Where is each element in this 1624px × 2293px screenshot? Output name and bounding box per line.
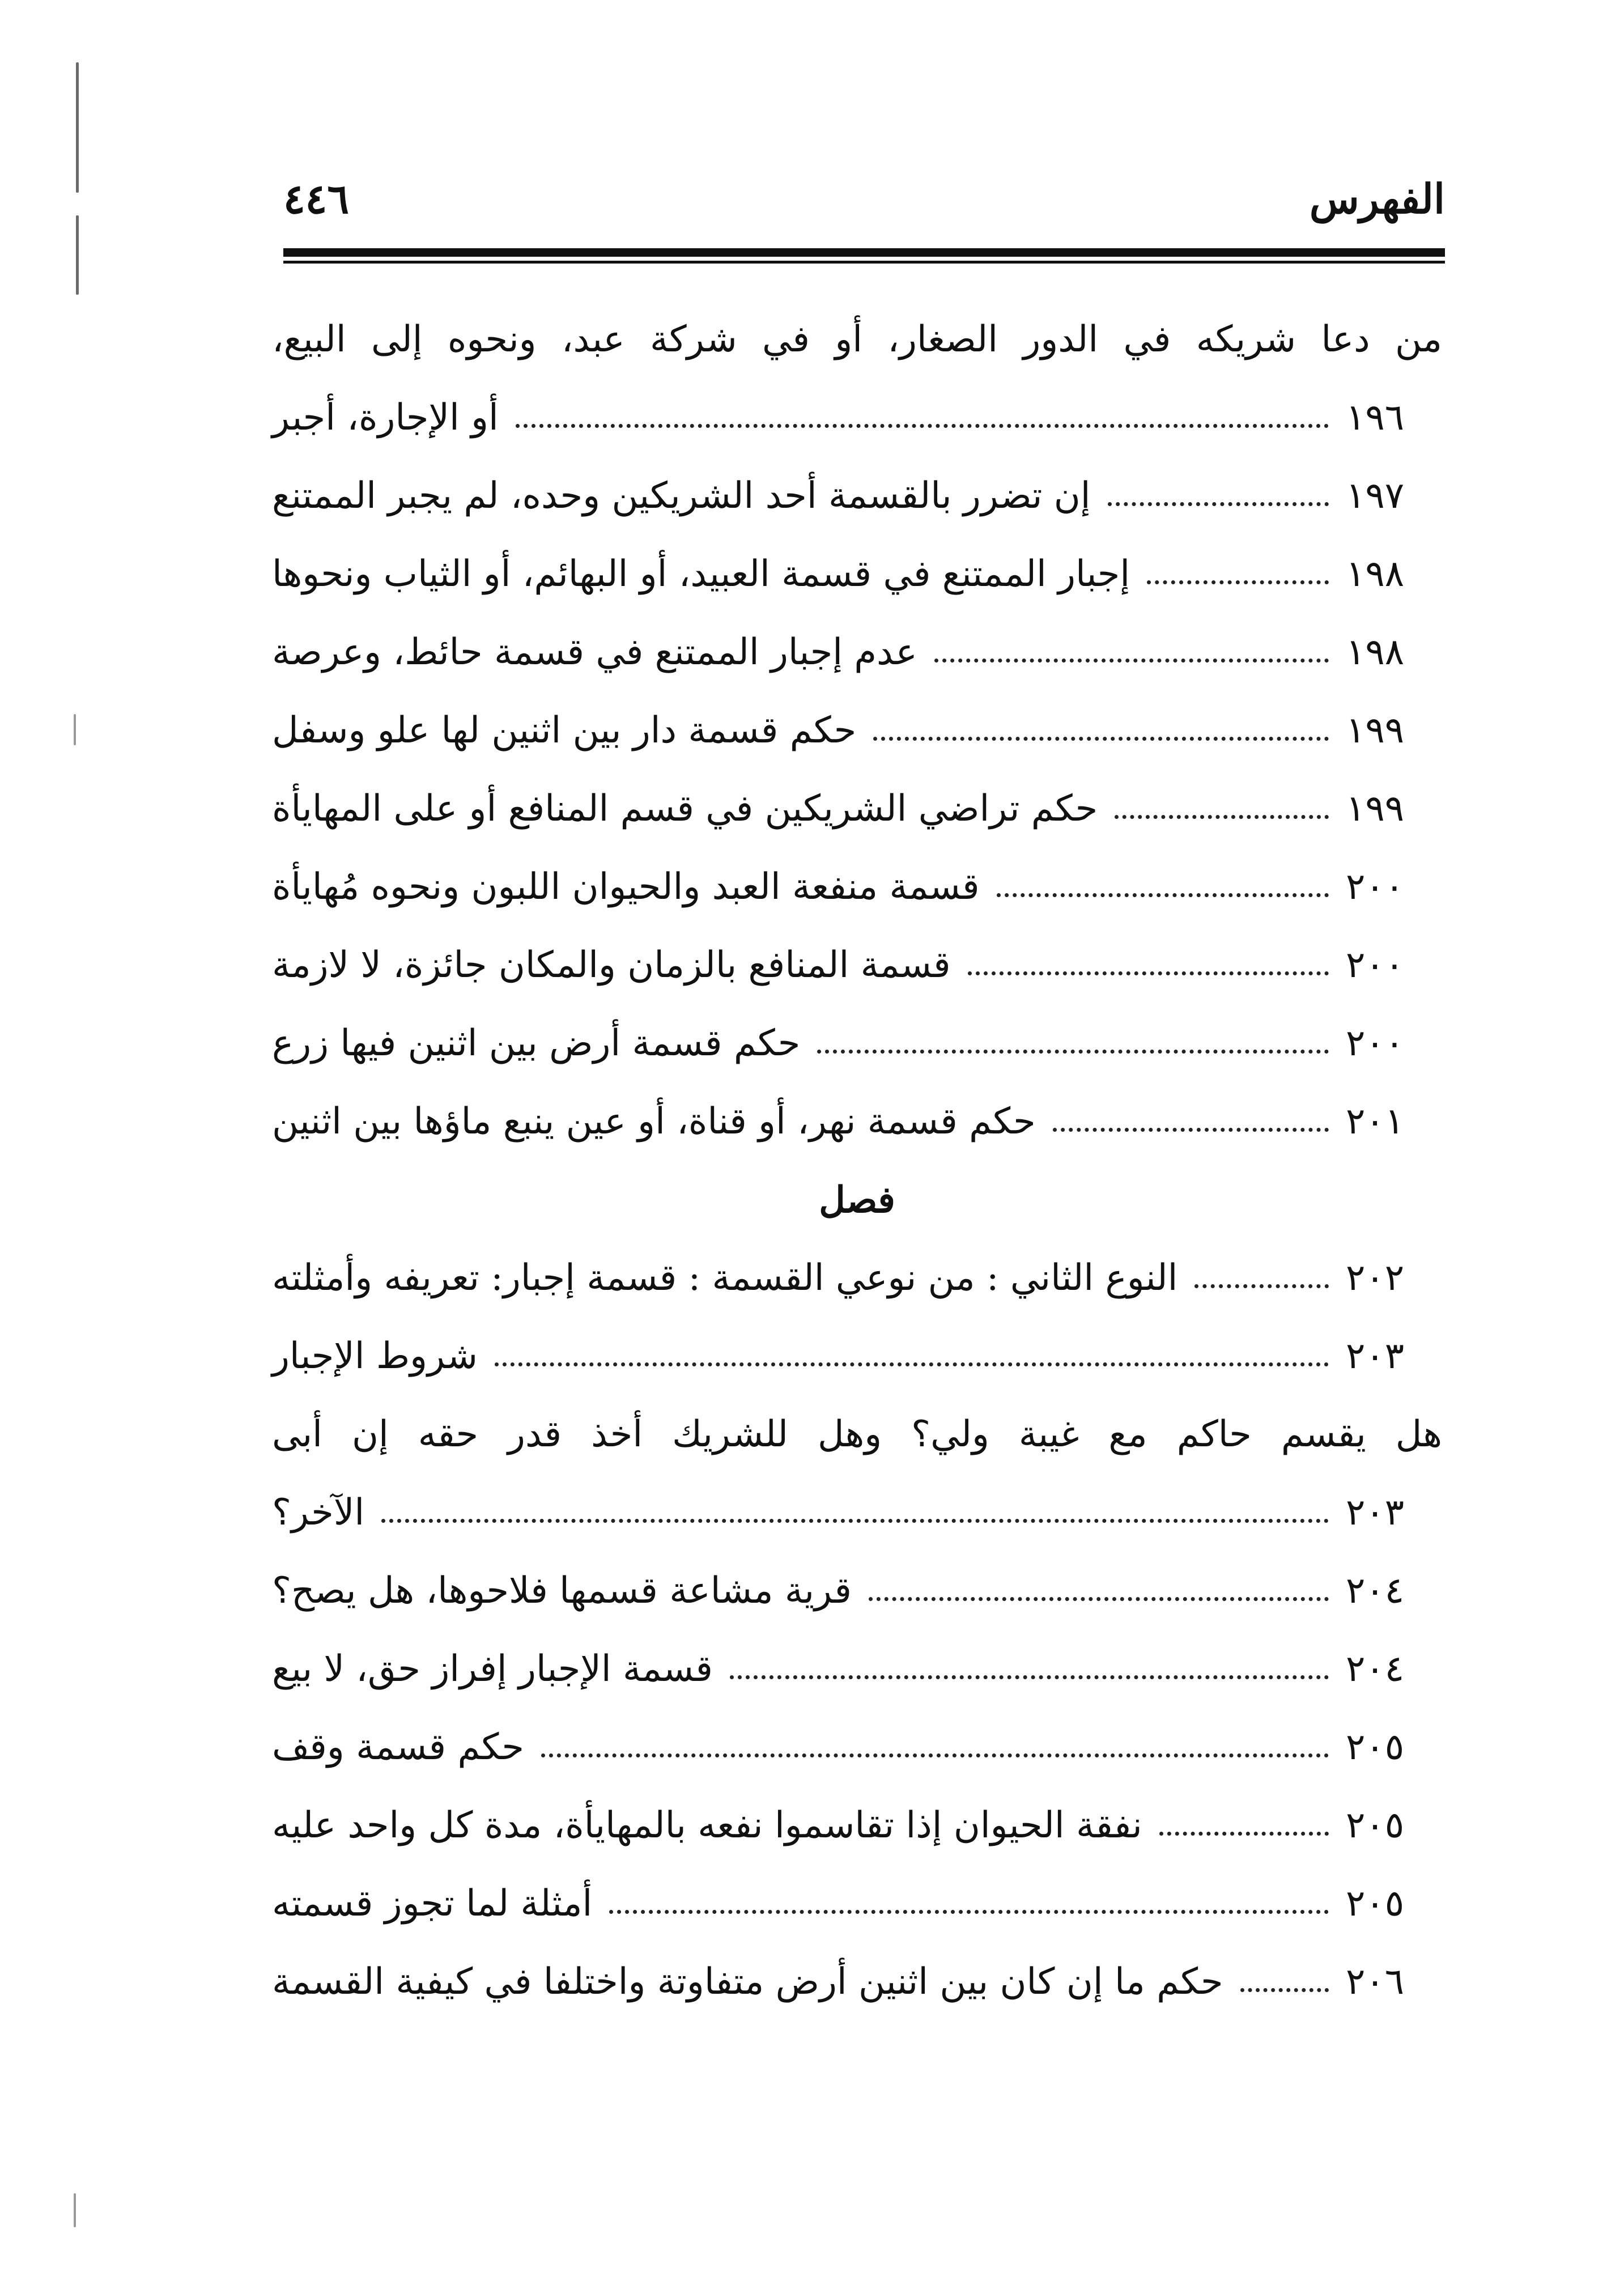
scan-edge-mark (76, 62, 79, 193)
entry-text: هل يقسم حاكم مع غيبة ولي؟ وهل للشريك أخذ قدر حقه إن أبى (272, 1413, 1443, 1455)
index-entry (272, 770, 1442, 848)
entry-text: من دعا شريكه في الدور الصغار، أو في شركة عبد، ونحوه إلى البيع، (272, 319, 1442, 360)
entry-text: حكم قسمة وقف (272, 1726, 524, 1768)
dot-leader (1115, 815, 1329, 819)
entry-text: حكم قسمة دار بين اثنين لها علو وسفل (272, 710, 857, 751)
index-entry (272, 926, 1442, 1004)
entry-text: قسمة منفعة العبد والحيوان اللبون ونحوه مُهايأة (272, 866, 980, 908)
dot-leader (381, 1519, 1329, 1523)
entry-page-number: ١٩٦ (1346, 397, 1405, 439)
scan-edge-mark (74, 2193, 76, 2227)
dot-leader (1240, 1988, 1329, 1992)
section-heading: فصل (819, 1178, 895, 1221)
entry-page-number: ١٩٧ (1346, 475, 1405, 517)
entry-page-number: ٢٠٢ (1346, 1257, 1405, 1299)
entry-text: إن تضرر بالقسمة أحد الشريكين وحده، لم يجبر الممتنع (272, 475, 1091, 517)
index-entry (272, 457, 1442, 535)
entry-page-number: ١٩٩ (1346, 788, 1405, 830)
entry-page-number: ٢٠٤ (1346, 1648, 1405, 1690)
header-rule-thick (283, 248, 1445, 257)
dot-leader (495, 1362, 1329, 1366)
entry-page-number: ٢٠٠ (1346, 944, 1405, 986)
index-entry (272, 1552, 1442, 1630)
entry-text: قسمة الإجبار إفراز حق، لا بيع (272, 1648, 713, 1690)
entry-page-number: ٢٠٥ (1346, 1804, 1405, 1846)
dot-leader (1159, 1832, 1329, 1836)
dot-leader (1194, 1284, 1329, 1288)
scan-edge-mark (74, 714, 76, 745)
dot-leader (1147, 580, 1329, 584)
dot-leader (873, 737, 1329, 741)
page-header (283, 170, 1445, 224)
index-entry (272, 535, 1442, 613)
dot-leader (934, 659, 1329, 663)
entry-page-number: ١٩٩ (1346, 710, 1405, 751)
index-entry (272, 1317, 1442, 1395)
entry-text: أمثلة لما تجوز قسمته (272, 1883, 593, 1925)
entry-page-number: ٢٠٥ (1346, 1883, 1405, 1925)
index-entry (272, 1708, 1442, 1786)
index-entry (272, 379, 1442, 457)
dot-leader (730, 1675, 1329, 1679)
scan-edge-mark (76, 215, 79, 295)
page-number: ٤٤٦ (283, 175, 350, 223)
entry-page-number: ١٩٨ (1346, 553, 1405, 595)
index-entry (272, 1239, 1442, 1317)
entry-page-number: ٢٠٦ (1346, 1961, 1405, 2003)
entry-text: أو الإجارة، أجبر (272, 397, 499, 439)
entry-text: إجبار الممتنع في قسمة العبيد، أو البهائم، أو الثياب ونحوها (272, 553, 1130, 595)
entry-text: عدم إجبار الممتنع في قسمة حائط، وعرصة (272, 631, 917, 673)
index-entry (272, 848, 1442, 926)
dot-leader (609, 1910, 1329, 1914)
index-entry (272, 1082, 1442, 1161)
index-entry (272, 1004, 1442, 1082)
entry-text: النوع الثاني : من نوعي القسمة : قسمة إجبار: تعريفه وأمثلته (272, 1257, 1178, 1299)
entry-text: نفقة الحيوان إذا تقاسموا نفعه بالمهايأة، مدة كل واحد عليه (272, 1804, 1142, 1846)
entry-text: حكم قسمة نهر، أو قناة، أو عين ينبع ماؤها بين اثنين (272, 1101, 1036, 1143)
entry-page-number: ٢٠٠ (1346, 1022, 1405, 1064)
entry-page-number: ٢٠٠ (1346, 866, 1405, 908)
dot-leader (968, 971, 1329, 975)
dot-leader (1108, 502, 1329, 506)
entry-text: قسمة المنافع بالزمان والمكان جائزة، لا لازمة (272, 944, 951, 986)
entry-text: قرية مشاعة قسمها فلاحوها، هل يصح؟ (272, 1570, 852, 1612)
entry-text: حكم ما إن كان بين اثنين أرض متفاوتة واختلفا في كيفية القسمة (272, 1961, 1223, 2003)
entry-text: الآخر؟ (272, 1492, 365, 1534)
index-entry (272, 1943, 1442, 2021)
dot-leader (516, 424, 1329, 428)
index-entry (272, 1865, 1442, 1943)
dot-leader (541, 1753, 1329, 1757)
entry-text: حكم قسمة أرض بين اثنين فيها زرع (272, 1022, 801, 1064)
index-list (272, 300, 1442, 2021)
dot-leader (997, 893, 1329, 897)
dot-leader (869, 1597, 1329, 1601)
entry-page-number: ٢٠٤ (1346, 1570, 1405, 1612)
entry-page-number: ١٩٨ (1346, 631, 1405, 673)
page-title: الفهرس (1309, 175, 1445, 223)
entry-page-number: ٢٠٣ (1346, 1335, 1405, 1377)
entry-text: حكم تراضي الشريكين في قسم المنافع أو على المهايأة (272, 788, 1098, 830)
header-rule-thin (283, 261, 1445, 264)
index-entry (272, 1474, 1442, 1552)
index-entry (272, 691, 1442, 770)
entry-page-number: ٢٠١ (1346, 1101, 1405, 1143)
entry-text: شروط الإجبار (272, 1335, 478, 1377)
entry-page-number: ٢٠٣ (1346, 1492, 1405, 1534)
dot-leader (817, 1050, 1329, 1054)
index-entry (272, 1395, 1442, 1474)
index-entry (272, 1630, 1442, 1708)
index-entry (272, 1786, 1442, 1865)
index-entry (272, 613, 1442, 691)
dot-leader (1053, 1128, 1329, 1132)
index-entry (272, 300, 1442, 379)
entry-page-number: ٢٠٥ (1346, 1726, 1405, 1768)
